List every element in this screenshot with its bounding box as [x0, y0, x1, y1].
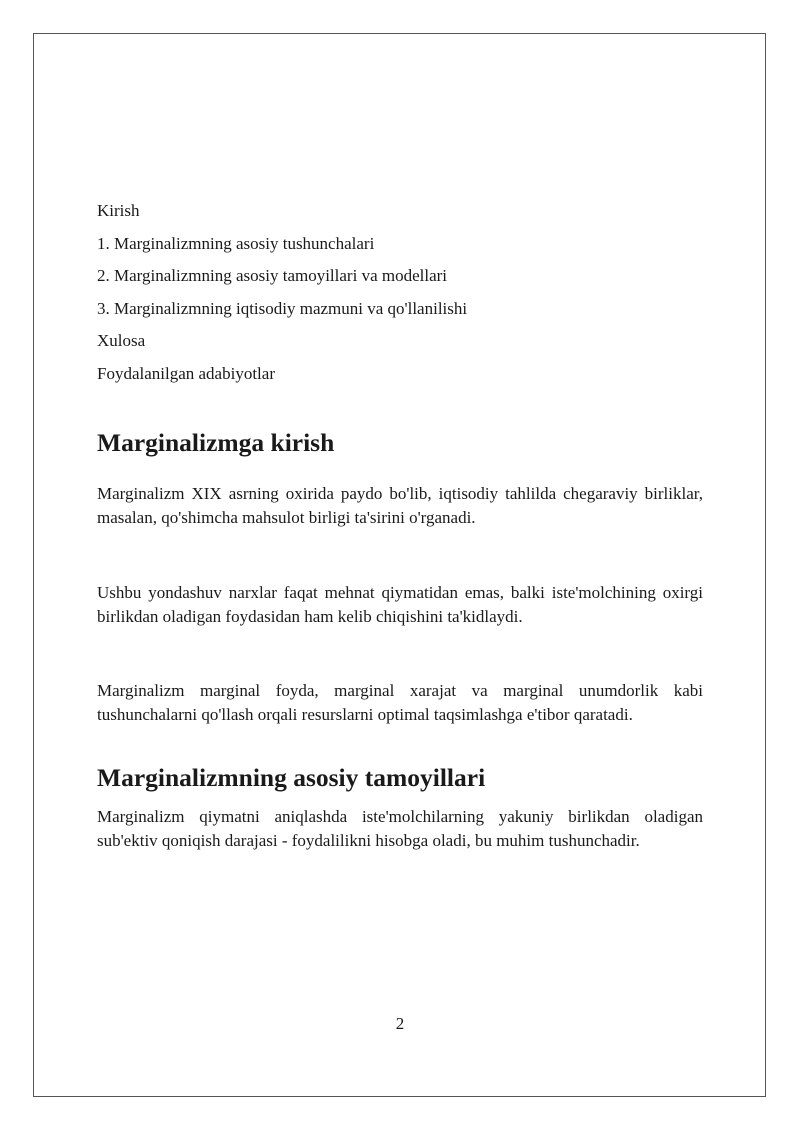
document-content — [97, 200, 703, 853]
toc-item-2: 2. Marginalizmning asosiy tamoyillari va modellari — [97, 266, 448, 286]
toc-item-conclusion: Xulosa — [97, 331, 146, 351]
toc-item-intro: Kirish — [97, 201, 140, 220]
toc-item-1: 1. Marginalizmning asosiy tushunchalari — [97, 233, 375, 253]
section-heading-principles: Marginalizmning asosiy tamoyillari — [97, 762, 486, 792]
paragraph-2: Ushbu yondashuv narxlar faqat mehnat qiymatidan emas, balki iste'molchining oxirgi birlikdan oladigan foydasidan ham kelib chiqishini ta'kidlaydi. — [97, 582, 703, 626]
paragraph-4: Marginalizm qiymatni aniqlashda iste'molchilarning yakuniy birlikdan oladigan sub'ektiv qoniqish darajasi - foydalilikni hisobga oladi, bu muhim tushunchadir. — [97, 806, 703, 850]
paragraph-3: Marginalizm marginal foyda, marginal xarajat va marginal unumdorlik kabi tushunchalarni qo'llash orqali resurslarni optimal taqsimlashga e'tibor qaratadi. — [97, 680, 703, 724]
section-heading-intro: Marginalizmga kirish — [97, 427, 335, 457]
page-number: 2 — [395, 1014, 405, 1033]
table-of-contents — [97, 200, 703, 385]
paragraph-1: Marginalizm XIX asrning oxirida paydo bo'lib, iqtisodiy tahlilda chegaraviy birliklar, masalan, qo'shimcha mahsulot birligi ta'sirini o'rganadi. — [97, 483, 703, 527]
toc-item-3: 3. Marginalizmning iqtisodiy mazmuni va qo'llanilishi — [97, 298, 468, 318]
toc-item-references: Foydalanilgan adabiyotlar — [97, 363, 275, 383]
